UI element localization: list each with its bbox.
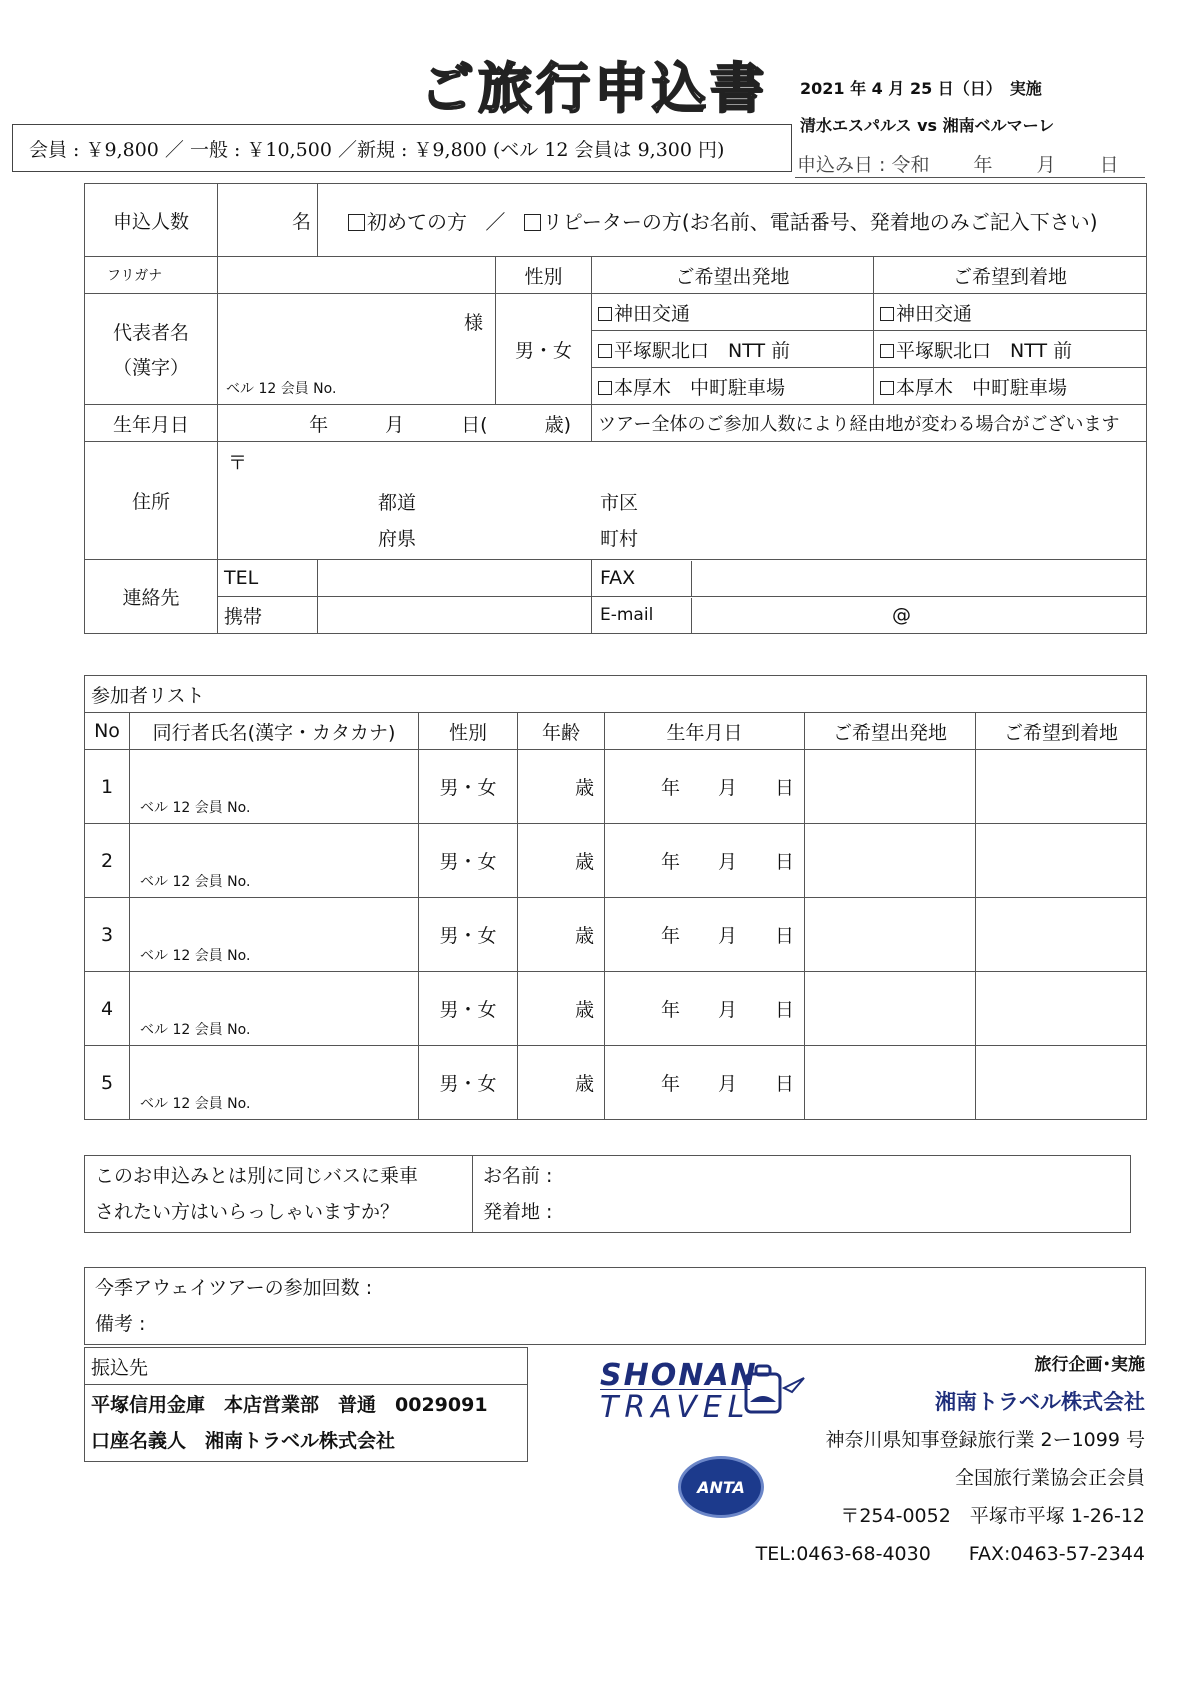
logo-bottom: TRAVEL xyxy=(600,1390,751,1425)
checkbox-icon[interactable] xyxy=(880,381,894,395)
age-field[interactable]: 歳 xyxy=(518,972,605,1046)
age-field[interactable]: 歳 xyxy=(518,750,605,824)
row-no: 2 xyxy=(85,824,130,898)
postal-mark: 〒 xyxy=(228,452,248,474)
name-field[interactable] xyxy=(130,972,419,1046)
member-no: ベル 12 会員 No. xyxy=(140,874,251,890)
col-no: No xyxy=(85,713,130,750)
rep-name-label-2: （漢字） xyxy=(112,357,189,379)
arrival-field[interactable] xyxy=(976,1046,1147,1120)
rep-name-label xyxy=(85,294,218,405)
table-row xyxy=(85,824,1147,898)
pref-label-1: 都道 xyxy=(378,492,417,514)
bank-account: 平塚信用金庫 本店営業部 普通 0029091 xyxy=(91,1394,488,1416)
other-bus-question-1: このお申込みとは別に同じバスに乗車 xyxy=(95,1165,419,1187)
birth-field[interactable]: 年 月 日 xyxy=(605,750,805,824)
row-no: 1 xyxy=(85,750,130,824)
arr-stop-1[interactable] xyxy=(874,294,1147,331)
participants-title: 参加者リスト xyxy=(85,676,1147,713)
company-license: 神奈川県知事登録旅行業 2ー1099 号 xyxy=(825,1429,1145,1451)
member-no: ベル 12 会員 No. xyxy=(140,1096,251,1112)
count-label: 申込人数 xyxy=(85,184,218,257)
member-no: ベル 12 会員 No. xyxy=(140,1022,251,1038)
row-no: 5 xyxy=(85,1046,130,1120)
departure-label: ご希望出発地 xyxy=(592,257,874,294)
fax-label: FAX xyxy=(592,561,692,596)
count-unit: 名 xyxy=(291,210,311,233)
gender-field[interactable]: 男・女 xyxy=(419,750,518,824)
at-sign: @ xyxy=(892,603,911,626)
notes-field[interactable] xyxy=(85,1268,1146,1345)
checkbox-icon[interactable] xyxy=(598,381,612,395)
shonan-travel-logo xyxy=(600,1358,758,1425)
other-bus-name: お名前 : xyxy=(483,1165,553,1187)
applicant-table xyxy=(84,183,1147,634)
furigana-label: フリガナ xyxy=(85,257,218,294)
row-no: 3 xyxy=(85,898,130,972)
arrival-label: ご希望到着地 xyxy=(874,257,1147,294)
gender-field[interactable]: 男・女 xyxy=(419,898,518,972)
col-gender: 性別 xyxy=(419,713,518,750)
bank-table xyxy=(84,1347,528,1462)
rep-member-no: ベル 12 会員 No. xyxy=(226,381,337,397)
bank-label: 振込先 xyxy=(85,1348,528,1385)
col-arrival: ご希望到着地 xyxy=(976,713,1147,750)
other-bus-table xyxy=(84,1155,1131,1233)
pref-label-2: 府県 xyxy=(378,528,417,550)
age-field[interactable]: 歳 xyxy=(518,824,605,898)
arr-stop-2[interactable] xyxy=(874,331,1147,368)
gender-field[interactable]: 男・女 xyxy=(419,1046,518,1120)
checkbox-icon[interactable] xyxy=(880,344,894,358)
notes-table xyxy=(84,1267,1146,1345)
dep-stop-2-label: 平塚駅北口 NTT 前 xyxy=(614,339,791,362)
dep-stop-1-label: 神田交通 xyxy=(614,302,691,325)
name-field[interactable] xyxy=(130,898,419,972)
other-bus-answer[interactable] xyxy=(473,1156,1131,1233)
col-name: 同行者氏名(漢字・カタカナ) xyxy=(130,713,419,750)
city-label-2: 町村 xyxy=(600,528,639,550)
rep-name-field[interactable] xyxy=(218,294,496,405)
checkbox-icon[interactable] xyxy=(880,307,894,321)
rep-gender[interactable]: 男・女 xyxy=(496,294,592,405)
participants-table xyxy=(84,675,1147,1120)
table-row xyxy=(85,898,1147,972)
email-cell xyxy=(592,597,1147,634)
address-field[interactable] xyxy=(218,442,1147,560)
company-role: 旅行企画･実施 xyxy=(1034,1355,1145,1375)
departure-field[interactable] xyxy=(805,824,976,898)
tour-date: 2021 年 4 月 25 日（日） 実施 xyxy=(800,79,1042,98)
route-note: ツアー全体のご参加人数により経由地が変わる場合がございます xyxy=(592,405,1147,442)
mobile-field[interactable] xyxy=(318,597,592,634)
visit-type xyxy=(318,184,1147,257)
bank-info xyxy=(85,1385,528,1462)
birth-label: 生年月日 xyxy=(85,405,218,442)
contact-label: 連絡先 xyxy=(85,560,218,634)
other-bus-question-2: されたい方はいらっしゃいますか？ xyxy=(95,1201,400,1223)
age-field[interactable]: 歳 xyxy=(518,1046,605,1120)
checkbox-icon[interactable] xyxy=(598,344,612,358)
repeater-checkbox[interactable] xyxy=(524,214,541,231)
gender-field[interactable]: 男・女 xyxy=(419,824,518,898)
rep-name-label-1: 代表者名 xyxy=(112,322,189,344)
arrival-field[interactable] xyxy=(976,824,1147,898)
anta-logo xyxy=(678,1456,764,1518)
dep-stop-3-label: 本厚木 中町駐車場 xyxy=(614,376,786,399)
col-departure: ご希望出発地 xyxy=(805,713,976,750)
departure-field[interactable] xyxy=(805,972,976,1046)
birth-field[interactable]: 年 月 日( 歳) xyxy=(218,405,592,442)
remarks-label: 備考 : xyxy=(95,1313,146,1335)
fax-cell xyxy=(592,560,1147,597)
price-box xyxy=(12,124,792,172)
price-text: 会員 : ￥9,800 ／ 一般 : ￥10,500 ／新規 : ￥9,800 (ベル 12 会員は 9,300 円) xyxy=(29,138,725,161)
age-field[interactable]: 歳 xyxy=(518,898,605,972)
arr-stop-1-label: 神田交通 xyxy=(896,302,973,325)
dep-stop-3[interactable] xyxy=(592,368,874,405)
match-name: 清水エスパルス vs 湘南ベルマーレ xyxy=(800,116,1055,135)
checkbox-icon[interactable] xyxy=(598,307,612,321)
bank-holder: 口座名義人 湘南トラベル株式会社 xyxy=(91,1430,396,1452)
tel-label: TEL xyxy=(218,560,318,597)
gender-label: 性別 xyxy=(496,257,592,294)
fax-field[interactable] xyxy=(692,561,1146,596)
col-birth: 生年月日 xyxy=(605,713,805,750)
gender-field[interactable]: 男・女 xyxy=(419,972,518,1046)
arr-stop-3-label: 本厚木 中町駐車場 xyxy=(896,376,1068,399)
arrival-field[interactable] xyxy=(976,750,1147,824)
row-no: 4 xyxy=(85,972,130,1046)
name-field[interactable] xyxy=(130,1046,419,1120)
first-time-label: 初めての方 xyxy=(367,209,467,234)
email-label: E-mail xyxy=(592,598,692,633)
member-no: ベル 12 会員 No. xyxy=(140,800,251,816)
apply-date: 申込み日 : 令和 年 月 日 xyxy=(795,150,1145,178)
dep-stop-1[interactable] xyxy=(592,294,874,331)
departure-field[interactable] xyxy=(805,898,976,972)
company-association: 全国旅行業協会正会員 xyxy=(954,1467,1145,1489)
away-count-label: 今季アウェイツアーの参加回数 : xyxy=(95,1277,373,1299)
address-label: 住所 xyxy=(85,442,218,560)
other-bus-question xyxy=(85,1156,473,1233)
arrival-field[interactable] xyxy=(976,972,1147,1046)
member-no: ベル 12 会員 No. xyxy=(140,948,251,964)
birth-field[interactable]: 年 月 日 xyxy=(605,898,805,972)
company-name: 湘南トラベル株式会社 xyxy=(935,1390,1145,1414)
birth-field[interactable]: 年 月 日 xyxy=(605,972,805,1046)
col-age: 年齢 xyxy=(518,713,605,750)
dep-stop-2[interactable] xyxy=(592,331,874,368)
company-address: 〒254-0052 平塚市平塚 1-26-12 xyxy=(840,1505,1145,1527)
mobile-label: 携帯 xyxy=(218,597,318,634)
arr-stop-3[interactable] xyxy=(874,368,1147,405)
email-field[interactable] xyxy=(692,598,1146,633)
name-field[interactable] xyxy=(130,824,419,898)
table-row xyxy=(85,1046,1147,1120)
name-field[interactable] xyxy=(130,750,419,824)
company-phone: TEL:0463-68-4030 FAX:0463-57-2344 xyxy=(755,1543,1145,1565)
first-time-checkbox[interactable] xyxy=(348,214,365,231)
furigana-field[interactable] xyxy=(218,257,496,294)
departure-field[interactable] xyxy=(805,750,976,824)
birth-field[interactable]: 年 月 日 xyxy=(605,824,805,898)
birth-field[interactable]: 年 月 日 xyxy=(605,1046,805,1120)
repeater-label: リピーターの方(お名前、電話番号、発着地のみご記入下さい) xyxy=(542,209,1098,234)
table-row xyxy=(85,750,1147,824)
logo-top: SHONAN xyxy=(600,1358,758,1393)
form-title: ご旅行申込書 xyxy=(420,57,768,120)
anta-text: ANTA xyxy=(697,1477,745,1497)
city-label-1: 市区 xyxy=(600,492,639,514)
count-field[interactable] xyxy=(218,184,318,257)
arr-stop-2-label: 平塚駅北口 NTT 前 xyxy=(896,339,1073,362)
other-bus-place: 発着地 : xyxy=(483,1201,553,1223)
arrival-field[interactable] xyxy=(976,898,1147,972)
table-row xyxy=(85,972,1147,1046)
slash: ／ xyxy=(485,209,506,234)
sama-label: 様 xyxy=(463,312,483,334)
suitcase-plane-icon xyxy=(740,1362,806,1418)
tel-field[interactable] xyxy=(318,560,592,597)
participants-header-row xyxy=(85,713,1147,750)
departure-field[interactable] xyxy=(805,1046,976,1120)
